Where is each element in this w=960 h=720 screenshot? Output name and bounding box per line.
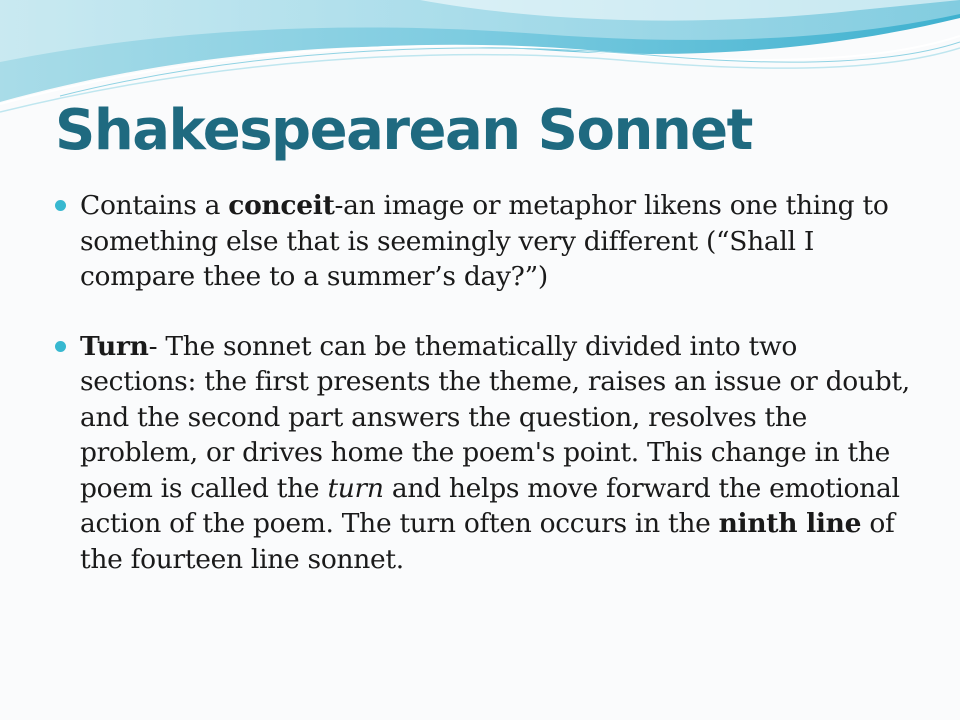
bullet-item-turn <box>55 329 915 578</box>
bullet-dot-icon <box>55 341 66 352</box>
bullet-dot-icon <box>55 200 66 211</box>
bullet-text: and helps move forward the emotional action of the poem. The turn often occurs in the <box>80 472 900 539</box>
term-conceit: conceit <box>228 190 335 221</box>
term-turn: Turn <box>80 330 149 362</box>
term-ninth-line: ninth line <box>718 508 862 539</box>
bullet-item-conceit <box>55 188 915 295</box>
term-turn-italic: turn <box>327 472 384 504</box>
slide-title: Shakespearean Sonnet <box>55 98 752 163</box>
bullet-text: - The sonnet can be thematically divided into two sections: the first presents the theme, raises an issue or doubt, and the second part answers the question, resolves the problem, or drives home the poem's point. This change in the poem is called the <box>80 330 910 504</box>
bullet-text: Contains a <box>80 190 229 221</box>
bullet-text: -an image or metaphor likens one thing to something else that is seemingly very different (“Shall I compare thee to a summer’s day?”) <box>80 190 889 292</box>
bullet-text: of the fourteen line sonnet. <box>80 508 895 575</box>
bullet-list <box>55 188 915 577</box>
